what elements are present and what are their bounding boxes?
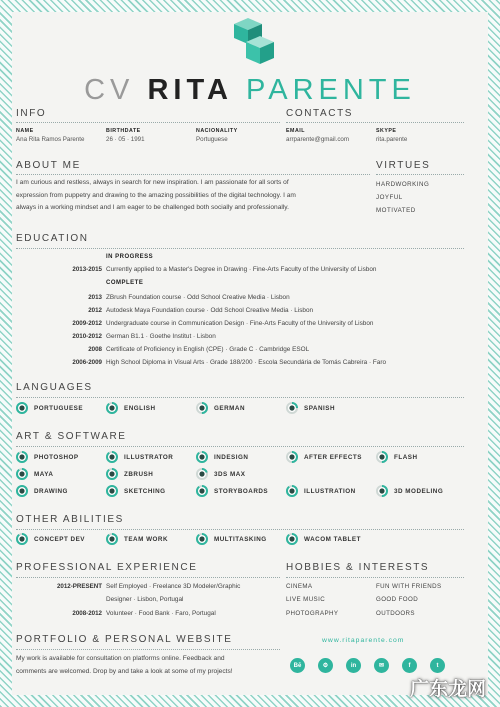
page-title (12, 74, 488, 106)
education-entry: Autodesk Maya Foundation course · Odd School Creative Media · Lisbon (106, 307, 314, 314)
portfolio-line: comments are welcomed. Drop by and take a look at some of my projects! (16, 668, 233, 675)
about-line: I am curious and restless, always in search for new inspiration. I am passionate for all sorts of (16, 179, 289, 186)
info-value-birthdate: 26 · 05 · 1991 (106, 136, 145, 143)
divider (16, 397, 464, 398)
education-year: 2012 (88, 307, 102, 314)
level-ring-icon (106, 485, 118, 497)
website-link[interactable]: www.ritaparente.com (322, 637, 405, 644)
hobby-item: CINEMA (286, 583, 313, 590)
contacts-heading: CONTACTS (286, 108, 354, 119)
info-label-name: NAME (16, 128, 34, 134)
ability-name: MULTITASKING (214, 535, 267, 543)
software-skill (376, 451, 418, 463)
divider (16, 577, 280, 578)
education-entry: Currently applied to a Master's Degree in Drawing · Fine-Arts Faculty of the University of Lisbon (106, 266, 377, 273)
level-ring-icon (286, 451, 298, 463)
software-skill (106, 451, 173, 463)
software-skill (16, 451, 79, 463)
contact-value-email[interactable]: arrparente@gmail.com (286, 136, 350, 143)
software-name: MAYA (34, 470, 54, 478)
facebook-icon[interactable]: f (402, 658, 417, 673)
info-value-nationality: Portuguese (196, 136, 228, 143)
software-name: ILLUSTRATOR (124, 453, 174, 461)
software-name: AFTER EFFECTS (304, 453, 362, 461)
info-heading: INFO (16, 108, 47, 119)
portfolio-line: My work is available for consultation on platforms online. Feedback and (16, 655, 225, 662)
portfolio-heading: PORTFOLIO & PERSONAL WEBSITE (16, 634, 233, 645)
level-ring-icon (106, 533, 118, 545)
level-ring-icon (196, 451, 208, 463)
divider (16, 529, 464, 530)
education-heading: EDUCATION (16, 233, 89, 244)
education-entry: High School Diploma in Visual Arts · Grade 188/200 · Escola Secundária de Tomás Cabreira · Faro (106, 359, 387, 366)
education-entry: Certificate of Proficiency in English (CPE) · Grade C · Cambridge ESOL (106, 346, 310, 353)
ability-name: TEAM WORK (124, 535, 169, 543)
watermark-text: 广东龙网 (409, 679, 486, 700)
language-name: GERMAN (214, 404, 245, 412)
contact-value-skype: rita.parente (376, 136, 408, 143)
mail-icon[interactable]: ✉ (374, 658, 389, 673)
level-ring-icon (286, 533, 298, 545)
contact-label-email: EMAIL (286, 128, 305, 134)
behance-icon[interactable]: Bē (290, 658, 305, 673)
software-name: PHOTOSHOP (34, 453, 79, 461)
divider (376, 174, 464, 175)
software-name: ILLUSTRATION (304, 487, 356, 495)
hobby-item: PHOTOGRAPHY (286, 610, 339, 617)
experience-line: Volunteer · Food Bank · Faro, Portugal (106, 610, 216, 617)
virtue-item: JOYFUL (376, 194, 403, 201)
software-name: FLASH (394, 453, 418, 461)
level-ring-icon (106, 402, 118, 414)
about-line: always in a working mindset and I am eager to be challenged both socially and professionally. (16, 204, 289, 212)
language-name: ENGLISH (124, 404, 156, 412)
education-year: 2013 (88, 294, 102, 301)
about-text (16, 177, 370, 215)
title-cv: CV (84, 74, 135, 106)
software-name: ZBRUSH (124, 470, 154, 478)
education-year: 2010-2012 (72, 333, 102, 340)
hobby-item: OUTDOORS (376, 610, 415, 617)
portfolio-text (16, 652, 280, 678)
level-ring-icon (196, 468, 208, 480)
cube-logo-icon (220, 18, 280, 70)
level-ring-icon (106, 451, 118, 463)
experience-year: 2012-PRESENT (56, 583, 102, 590)
title-last-name: PARENTE (246, 74, 416, 106)
software-name: INDESIGN (214, 453, 249, 461)
divider (16, 122, 280, 123)
ability-name: WACOM TABLET (304, 535, 361, 543)
language-name: PORTUGUESE (34, 404, 84, 412)
level-ring-icon (376, 451, 388, 463)
software-skill (106, 468, 153, 480)
education-year: 2006-2009 (72, 359, 102, 366)
ability-skill (196, 533, 267, 545)
info-value-name: Ana Rita Ramos Parente (16, 136, 85, 143)
education-year: 2013-2015 (72, 266, 102, 273)
language-skill (16, 402, 83, 414)
languages-heading: LANGUAGES (16, 382, 93, 393)
software-name: SKETCHING (124, 487, 166, 495)
virtues-heading: VIRTUES (376, 160, 431, 171)
level-ring-icon (286, 485, 298, 497)
complete-label: COMPLETE (106, 280, 144, 286)
cv-page (12, 12, 488, 695)
linkedin-icon[interactable]: in (346, 658, 361, 673)
gear-icon[interactable]: ⚙ (318, 658, 333, 673)
level-ring-icon (16, 402, 28, 414)
level-ring-icon (286, 402, 298, 414)
ability-name: CONCEPT DEV (34, 535, 85, 543)
software-name: DRAWING (34, 487, 68, 495)
software-heading: ART & SOFTWARE (16, 431, 127, 442)
level-ring-icon (16, 451, 28, 463)
education-entry: ZBrush Foundation course · Odd School Creative Media · Lisbon (106, 294, 290, 301)
divider (16, 248, 464, 249)
level-ring-icon (16, 485, 28, 497)
language-skill (106, 402, 156, 414)
other-heading: OTHER ABILITIES (16, 514, 124, 525)
software-skill (286, 485, 356, 497)
language-skill (196, 402, 245, 414)
contact-label-skype: SKYPE (376, 128, 397, 134)
education-year: 2008 (88, 346, 102, 353)
software-skill (16, 468, 53, 480)
level-ring-icon (106, 468, 118, 480)
about-line: expression from puppetry and drawing to the amazing possibilities of the digital technology. I am (16, 191, 296, 199)
info-label-nationality: NACIONALITY (196, 128, 238, 134)
divider (286, 577, 464, 578)
divider (16, 446, 464, 447)
divider (286, 122, 464, 123)
software-name: 3D MODELING (394, 487, 444, 495)
in-progress-label: IN PROGRESS (106, 254, 154, 260)
about-heading: ABOUT ME (16, 160, 81, 171)
ability-skill (286, 533, 361, 545)
level-ring-icon (196, 402, 208, 414)
software-skill (106, 485, 166, 497)
level-ring-icon (16, 533, 28, 545)
hobby-item: GOOD FOOD (376, 596, 419, 603)
hobby-item: FUN WITH FRIENDS (376, 583, 442, 590)
education-entry: Undergraduate course in Communication Design · Fine-Arts Faculty of the University of Lisbon (106, 320, 374, 327)
virtue-item: MOTIVATED (376, 207, 416, 214)
level-ring-icon (376, 485, 388, 497)
title-first-name: RITA (147, 74, 233, 106)
education-year: 2009-2012 (72, 320, 102, 327)
hobby-item: LIVE MUSIC (286, 596, 326, 603)
experience-line: Self Employed · Freelance 3D Modeler/Graphic (106, 583, 241, 590)
language-name: SPANISH (304, 404, 336, 412)
level-ring-icon (16, 468, 28, 480)
education-entry: German B1.1 · Goethe Institut · Lisbon (106, 333, 216, 340)
divider (16, 174, 370, 175)
software-skill (376, 485, 443, 497)
hobbies-heading: HOBBIES & INTERESTS (286, 562, 430, 573)
software-skill (286, 451, 362, 463)
twitter-icon[interactable]: t (430, 658, 445, 673)
ability-skill (16, 533, 85, 545)
software-skill (196, 451, 248, 463)
language-skill (286, 402, 335, 414)
software-skill (16, 485, 68, 497)
software-name: 3DS MAX (214, 470, 246, 478)
level-ring-icon (196, 533, 208, 545)
info-label-birthdate: BIRTHDATE (106, 128, 141, 134)
experience-line: Designer · Lisbon, Portugal (106, 596, 184, 603)
level-ring-icon (196, 485, 208, 497)
ability-skill (106, 533, 168, 545)
virtue-item: HARDWORKING (376, 181, 430, 188)
divider (16, 649, 280, 650)
software-skill (196, 485, 268, 497)
experience-year: 2008-2012 (72, 610, 102, 617)
experience-heading: PROFESSIONAL EXPERIENCE (16, 562, 198, 573)
software-name: STORYBOARDS (214, 487, 269, 495)
software-skill (196, 468, 246, 480)
